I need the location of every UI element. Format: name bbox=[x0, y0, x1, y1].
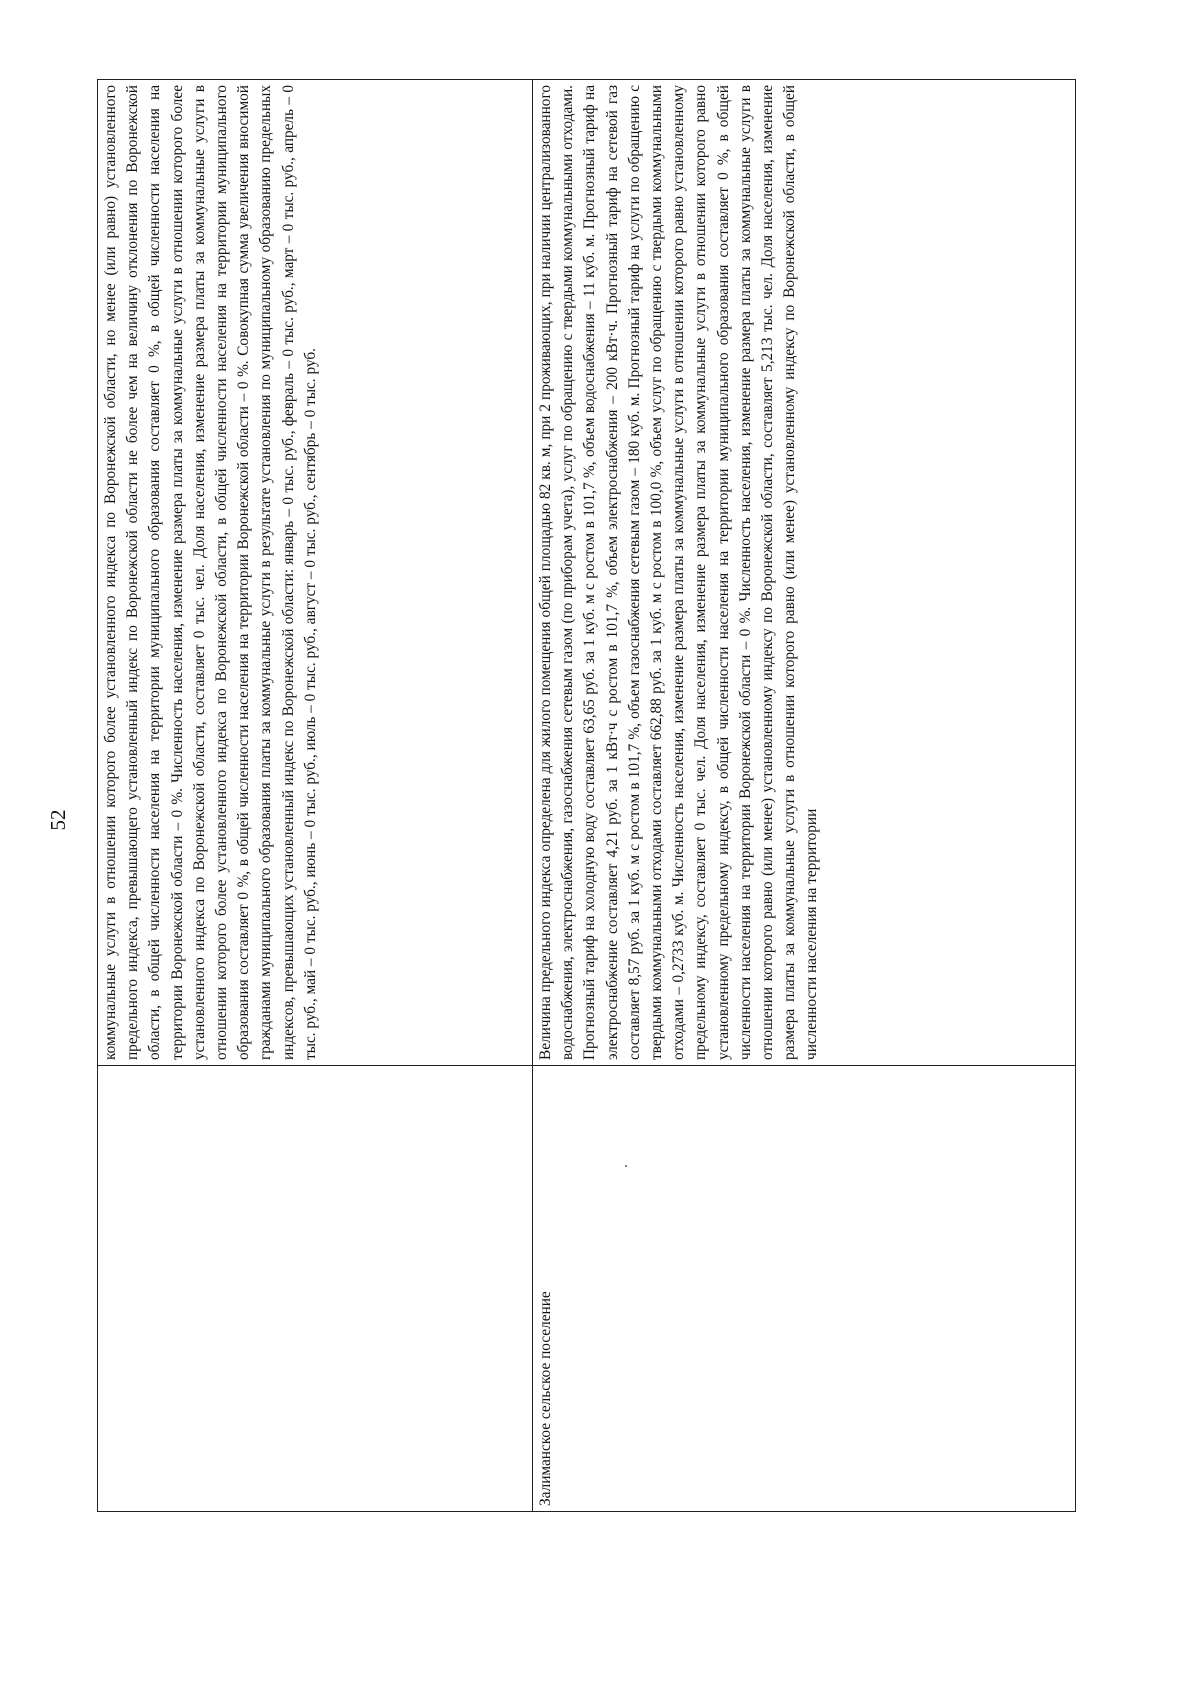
municipality-name-cell: Залиманское сельское поселение bbox=[533, 1066, 1076, 1512]
municipality-name-cell bbox=[98, 1066, 533, 1512]
document-table bbox=[97, 79, 1076, 1512]
scan-speck bbox=[625, 1165, 627, 1167]
rotated-table-container bbox=[97, 79, 1075, 1511]
table-row bbox=[533, 80, 1076, 1512]
page-number: 52 bbox=[46, 809, 70, 831]
table-row bbox=[98, 80, 533, 1512]
index-description-cell: Величина предельного индекса определена для жилого помещения общей площадью 82 кв. м, при 2 проживающих, при наличии централизованного водоснабжения, электроснабжения, газоснабжения сетевым газом (по приборам учета), услуг по обращению с твердыми коммунальными отходами. Прогнозный тариф на холодную воду составляет 63,65 руб. за 1 куб. м с ростом в 101,7 %, объем водоснабжения – 11 куб. м. Прогнозный тариф на электроснабжение составляет 4,21 руб. за 1 кВт·ч с ростом в 101,7 %, объем электроснабжения – 200 кВт·ч. Прогнозный тариф на сетевой газ составляет 8,57 руб. за 1 куб. м с ростом в 101,7 %, объем газоснабжения сетевым газом – 180 куб. м. Прогнозный тариф на услуги по обращению с твердыми коммунальными отходами составляет 662,88 руб. за 1 куб. м с ростом в 100,0 %, объем услуг по обращению с твердыми коммунальными отходами – 0,2733 куб. м. Численность населения, изменение размера платы за коммунальные услуги в отношении которого равно установленному предельному индексу, составляет 0 тыс. чел. Доля населения, изменение размера платы за коммунальные услуги в отношении которого равно установленному предельному индексу, в общей численности населения на территории муниципального образования составляет 0 %, в общей численности населения на территории Воронежской области – 0 %. Численность населения, изменение размера платы за коммунальные услуги в отношении которого равно (или менее) установленному индексу по Воронежской области, составляет 5,213 тыс. чел. Доля населения, изменение размера платы за коммунальные услуги в отношении которого равно (или менее) установленному индексу по Воронежской области, в общей численности населения на территории bbox=[533, 80, 1076, 1066]
index-description-cell: коммунальные услуги в отношении которого более установленного индекса по Воронежской области, но менее (или равно) установленного предельного индекса, превышающего установленный индекс по Воронежской области не более чем на величину отклонения по Воронежской области, в общей численности населения на территории муниципального образования составляет 0 %, в общей численности населения на территории Воронежской области – 0 %. Численность населения, изменение размера платы за коммунальные услуги в отношении которого более установленного индекса по Воронежской области, составляет 0 тыс. чел. Доля населения, изменение размера платы за коммунальные услуги в отношении которого более установленного индекса по Воронежской области, в общей численности населения на территории муниципального образования составляет 0 %, в общей численности населения на территории Воронежской области – 0 %. Совокупная сумма увеличения вносимой гражданами муниципального образования платы за коммунальные услуги в результате установления по муниципальному образованию предельных индексов, превышающих установленный индекс по Воронежской области: январь – 0 тыс. руб., февраль – 0 тыс. руб., март – 0 тыс. руб., апрель – 0 тыс. руб., май – 0 тыс. руб., июнь – 0 тыс. руб., июль – 0 тыс. руб., август – 0 тыс. руб., сентябрь – 0 тыс. руб. bbox=[98, 80, 533, 1066]
